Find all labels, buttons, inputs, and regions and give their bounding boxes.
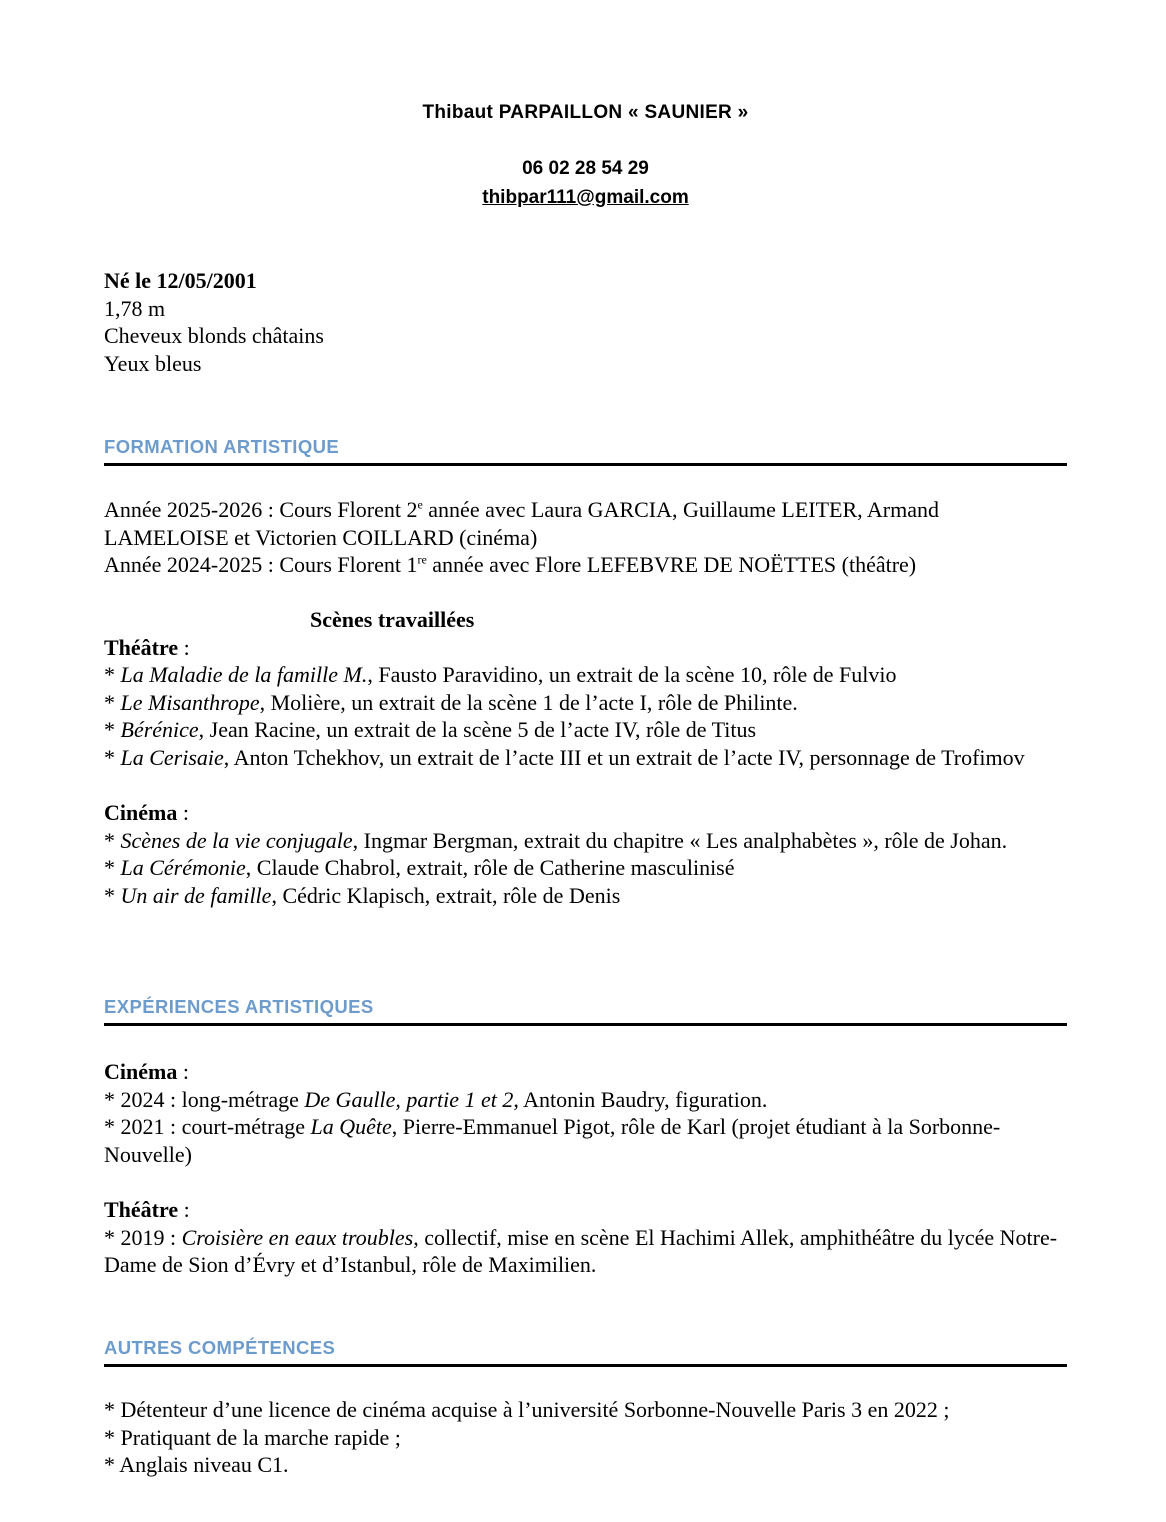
scenes-block (104, 606, 1067, 910)
eye-color: Yeux bleus (104, 350, 202, 376)
list-item: * La Cerisaie, Anton Tchekhov, un extrait de l’acte III et un extrait de l’acte IV, personnage de Trofimov (104, 744, 1025, 770)
list-item: * Scènes de la vie conjugale, Ingmar Bergman, extrait du chapitre « Les analphabètes », rôle de Johan. (104, 827, 1008, 853)
list-item: * Pratiquant de la marche rapide ; (104, 1424, 401, 1450)
list-item: * 2021 : court-métrage La Quête, Pierre-Emmanuel Pigot, rôle de Karl (projet étudiant à la Sorbonne-Nouvelle) (104, 1114, 1001, 1167)
skills-block (104, 1396, 1067, 1479)
hair-color: Cheveux blonds châtains (104, 323, 324, 349)
list-item: * Anglais niveau C1. (104, 1452, 289, 1478)
list-item: * Un air de famille, Cédric Klapisch, extrait, rôle de Denis (104, 882, 621, 908)
experiences-section-title: EXPÉRIENCES ARTISTIQUES (104, 996, 1067, 1026)
skills-section-title: AUTRES COMPÉTENCES (104, 1337, 1067, 1367)
formation-section-title: FORMATION ARTISTIQUE (104, 436, 1067, 466)
list-item: * 2024 : long-métrage De Gaulle, partie 1 et 2, Antonin Baudry, figuration. (104, 1086, 768, 1112)
theatre-heading: Théâtre : (104, 634, 190, 660)
list-item: * Bérénice, Jean Racine, un extrait de la scène 5 de l’acte IV, rôle de Titus (104, 717, 757, 743)
phone-number: 06 02 28 54 29 (522, 158, 649, 179)
formation-year-2: Année 2024-2025 : Cours Florent 1re année avec Flore LEFEBVRE DE NOËTTES (théâtre) (104, 552, 917, 578)
list-item: * Détenteur d’une licence de cinéma acquise à l’université Sorbonne-Nouvelle Paris 3 en 2022 ; (104, 1397, 950, 1422)
identity-block (104, 267, 1067, 377)
birth-date: Né le 12/05/2001 (104, 268, 257, 293)
height: 1,78 m (104, 295, 166, 321)
list-item: * La Cérémonie, Claude Chabrol, extrait, rôle de Catherine masculinisé (104, 855, 735, 881)
cinema-heading: Cinéma : (104, 1059, 189, 1084)
cinema-heading: Cinéma : (104, 800, 189, 826)
theatre-heading: Théâtre : (104, 1196, 190, 1222)
formation-year-1: Année 2025-2026 : Cours Florent 2e année avec Laura GARCIA, Guillaume LEITER, Armand LAMELOISE et Victorien COILLARD (cinéma) (104, 497, 940, 550)
scenes-subtitle: Scènes travaillées (310, 607, 475, 632)
email-link[interactable]: thibpar111@gmail.com (482, 187, 689, 208)
list-item: * La Maladie de la famille M., Fausto Paravidino, un extrait de la scène 10, rôle de Fulvio (104, 662, 897, 688)
list-item: * Le Misanthrope, Molière, un extrait de la scène 1 de l’acte I, rôle de Philinte. (104, 689, 798, 715)
list-item: * 2019 : Croisière en eaux troubles, collectif, mise en scène El Hachimi Allek, amphithéâtre du lycée Notre-Dame de Sion d’Évry et d’Istanbul, rôle de Maximilien. (104, 1224, 1058, 1278)
experiences-block (104, 1058, 1067, 1279)
formation-block (104, 496, 1067, 579)
candidate-name: Thibaut PARPAILLON « SAUNIER » (422, 102, 749, 123)
